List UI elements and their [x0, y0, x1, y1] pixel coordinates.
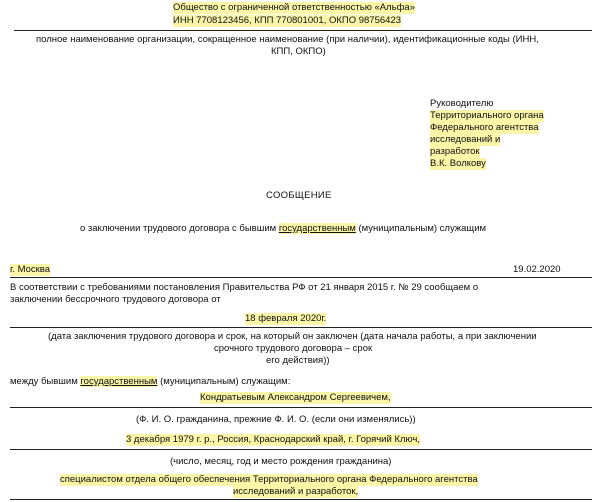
between-highlight: государственным — [80, 376, 158, 387]
birth-underline — [10, 449, 592, 450]
org-codes: ИНН 7708123456, КПП 770801001, ОКПО 98756423 — [173, 15, 402, 26]
name-caption: (Ф. И. О. гражданина, прежние Ф. И. О. (если они изменялись)) — [136, 414, 416, 425]
addressee-line-1: Территориального органа — [430, 110, 544, 121]
paragraph-line-2: заключении бессрочного трудового договора от — [10, 294, 221, 305]
document-title: СООБЩЕНИЕ — [266, 190, 332, 201]
between-prefix: между бывшим — [10, 376, 81, 387]
document-date: 19.02.2020 — [513, 264, 561, 275]
city: г. Москва — [10, 264, 51, 275]
org-caption-line1: полное наименование организации, сокращенное наименование (при наличии), идентификационные коды (ИНН, — [36, 34, 539, 45]
addressee-line-3: исследований и — [430, 134, 501, 145]
subtitle-highlight: государственным — [278, 223, 356, 234]
paragraph-line-1: В соответствии с требованиями постановления Правительства РФ от 21 января 2015 г. № 29 сообщаем о — [10, 282, 479, 293]
org-name: Общество с ограниченной ответственностью «Альфа» — [173, 2, 415, 13]
addressee-title: Руководителю — [430, 98, 494, 109]
org-caption-line2: КПП, ОКПО) — [271, 46, 326, 57]
employee-name-underline — [10, 407, 592, 408]
addressee-name: В.К. Волкову — [430, 158, 486, 169]
subtitle-prefix: о заключении трудового договора с бывшим — [80, 223, 279, 234]
contract-caption-line1: (дата заключения трудового договора и срок, на который он заключен (дата начала работы, а при заключении — [48, 331, 537, 342]
org-underline — [14, 30, 592, 31]
position-underline — [10, 499, 592, 500]
birth-caption: (число, месяц, год и место рождения гражданина) — [170, 456, 392, 467]
position-line-1: специалистом отдела общего обеспечения Территориального органа Федерального агентства — [60, 474, 478, 485]
addressee-line-4: разработок — [430, 146, 480, 157]
city-date-underline — [10, 277, 592, 278]
between-suffix: (муниципальным) служащим: — [157, 376, 291, 387]
subtitle-suffix: (муниципальным) служащим — [355, 223, 487, 234]
addressee-line-2: Федерального агентства — [430, 122, 539, 133]
document-subtitle — [80, 223, 486, 235]
between-line — [10, 376, 290, 388]
position-line-2: исследований и разработок, — [233, 486, 359, 497]
contract-date: 18 февраля 2020г. — [245, 313, 327, 324]
birth-details: 3 декабря 1979 г. р., Россия, Краснодарский край, г. Горячий Ключ, — [126, 434, 421, 445]
contract-caption-line2: срочного трудового договора – срок — [214, 343, 373, 354]
contract-date-underline — [10, 327, 592, 328]
employee-name: Кондратьевым Александром Сергеевичем, — [200, 392, 391, 403]
contract-caption-line3: его действия)) — [266, 355, 330, 366]
